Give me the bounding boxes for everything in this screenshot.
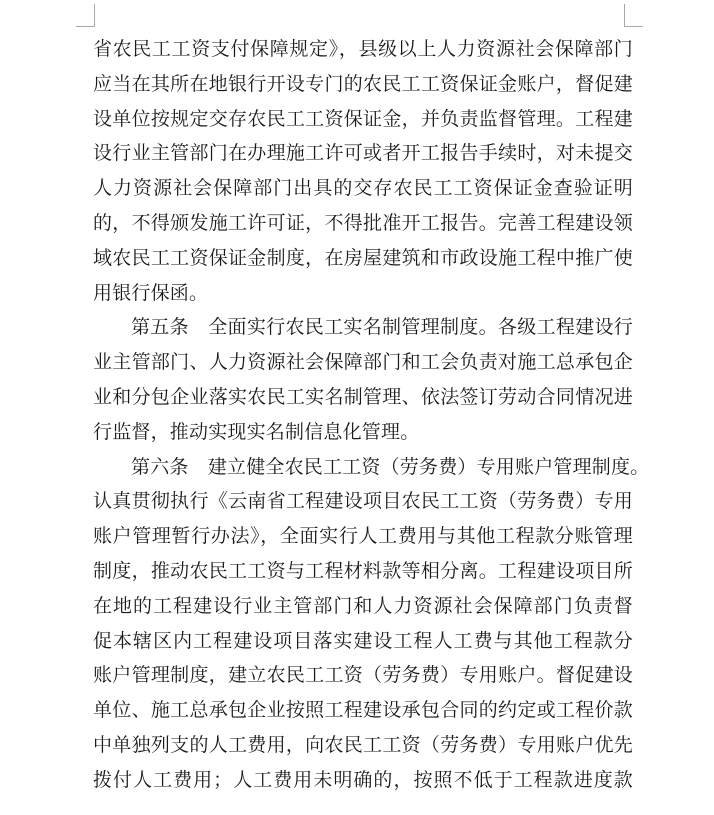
document-body (93, 32, 650, 798)
text-line: 认真贯彻执行《云南省工程建设项目农民工工资（劳务费）专用 (93, 490, 633, 513)
text-line: 拨付人工费用；人工费用未明确的，按照不低于工程款进度款 (93, 768, 633, 791)
text-line: 用银行保函。 (93, 281, 209, 304)
text-line: 账户管理暂行办法》，全面实行人工费用与其他工程款分账管理 (93, 525, 633, 548)
margin-corner-mark-top-left (76, 4, 95, 27)
text-line: 账户管理制度，建立农民工工资（劳务费）专用账户。督促建设 (93, 664, 633, 687)
text-line: 单位、施工总承包企业按照工程建设承包合同的约定或工程价款 (93, 699, 633, 722)
margin-corner-mark-top-right (624, 4, 643, 27)
text-line: 应当在其所在地银行开设专门的农民工工资保证金账户，督促建 (93, 72, 633, 95)
text-line: 人力资源社会保障部门出具的交存农民工工资保证金查验证明 (93, 177, 633, 200)
text-line: 制度，推动农民工工资与工程材料款等相分离。工程建设项目所 (93, 559, 633, 582)
text-line: 在地的工程建设行业主管部门和人力资源社会保障部门负责督 (93, 594, 633, 617)
text-line: 业主管部门、人力资源社会保障部门和工会负责对施工总承包企 (93, 351, 633, 374)
text-line: 促本辖区内工程建设项目落实建设工程人工费与其他工程款分 (93, 629, 633, 652)
text-line: 省农民工工资支付保障规定》，县级以上人力资源社会保障部门 (93, 38, 633, 60)
text-line: 业和分包企业落实农民工实名制管理、依法签订劳动合同情况进 (93, 385, 633, 408)
text-line: 设单位按规定交存农民工工资保证金，并负责监督管理。工程建 (93, 107, 633, 130)
text-line: 行监督，推动实现实名制信息化管理。 (93, 420, 420, 443)
text-line: 的，不得颁发施工许可证，不得批准开工报告。完善工程建设领 (93, 211, 633, 234)
article-6-heading-line: 第六条 建立健全农民工工资（劳务费）专用账户管理制度。 (131, 455, 650, 478)
text-line: 中单独列支的人工费用，向农民工工资（劳务费）专用账户优先 (93, 733, 633, 756)
text-line: 域农民工工资保证金制度，在房屋建筑和市政设施工程中推广使 (93, 246, 633, 269)
article-5-heading-line: 第五条 全面实行农民工实名制管理制度。各级工程建设行 (131, 316, 633, 339)
text-line: 设行业主管部门在办理施工许可或者开工报告手续时，对未提交 (93, 142, 633, 165)
